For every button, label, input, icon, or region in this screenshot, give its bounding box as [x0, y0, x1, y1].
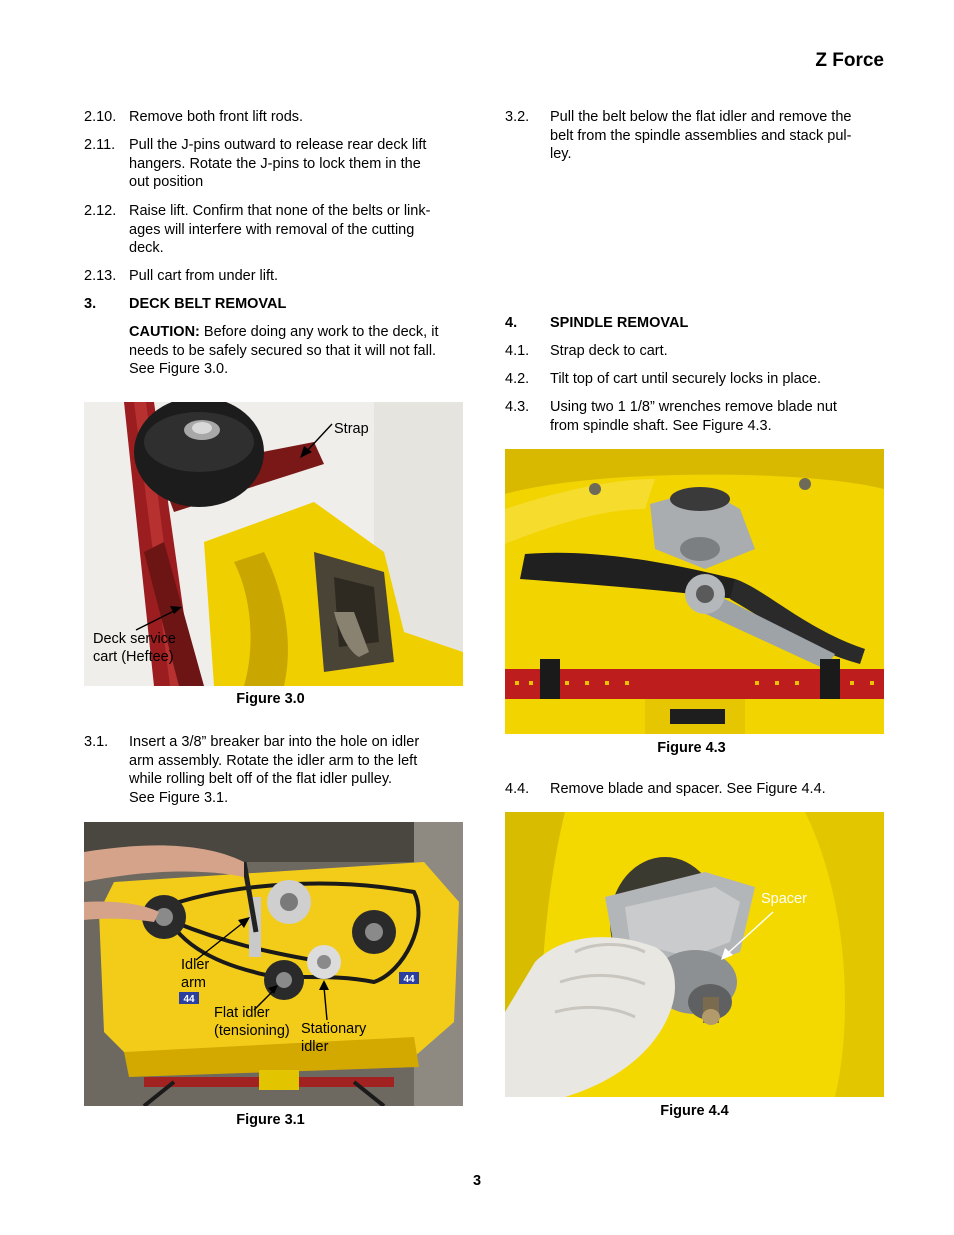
- figure-3-0-photo: [84, 402, 463, 686]
- figure-3-1-deck-badge-left: 44: [183, 994, 195, 1005]
- step-4-4: 4.4. Remove blade and spacer. See Figure 4.4.: [505, 781, 826, 797]
- figure-3-1-photo: [84, 822, 463, 1106]
- figure-3-0-label-strap: Strap: [334, 421, 369, 437]
- figure-4-4-label-spacer: Spacer: [761, 891, 807, 907]
- step-2-11: 2.11. Pull the J-pins outward to release rear deck lift hangers. Rotate the J-pins to lock them in the out position: [84, 137, 427, 190]
- figure-3-0-caption: Figure 3.0: [236, 691, 305, 707]
- step-3-2: 3.2. Pull the belt below the flat idler and remove the belt from the spindle assemblies and stack pul- ley.: [505, 109, 852, 162]
- figure-4-3-caption: Figure 4.3: [657, 740, 726, 756]
- figure-3-0-label-cart: Deck service cart (Heftee): [93, 631, 176, 665]
- figure-3-1-label-idler-arm: Idler arm: [181, 957, 210, 991]
- figure-3-1-caption: Figure 3.1: [236, 1112, 305, 1128]
- figure-3-1-label-stationary-idler: Stationary idler: [301, 1021, 367, 1055]
- section-3-heading: 3. DECK BELT REMOVAL: [84, 296, 287, 312]
- figure-4-4-photo: [505, 812, 884, 1097]
- section-4-heading: 4. SPINDLE REMOVAL: [505, 315, 689, 331]
- page-header-title: Z Force: [815, 50, 884, 71]
- step-2-12: 2.12. Raise lift. Confirm that none of the belts or link- ages will interfere with removal of the cutting deck.: [84, 203, 431, 256]
- figure-3-1-deck-badge-right: 44: [403, 974, 415, 985]
- step-2-13: 2.13. Pull cart from under lift.: [84, 268, 279, 284]
- caution-note: CAUTION: Before doing any work to the deck, it needs to be safely secured so that it will not fall. See Figure 3.0.: [129, 324, 439, 377]
- step-4-1: 4.1. Strap deck to cart.: [505, 343, 668, 359]
- figure-4-4-caption: Figure 4.4: [660, 1103, 729, 1119]
- figure-4-3-photo: [505, 449, 884, 734]
- step-4-3: 4.3. Using two 1 1/8” wrenches remove blade nut from spindle shaft. See Figure 4.3.: [505, 399, 837, 434]
- step-2-10: 2.10. Remove both front lift rods.: [84, 109, 304, 125]
- figure-3-1-label-flat-idler: Flat idler (tensioning): [214, 1005, 290, 1039]
- step-3-1: 3.1. Insert a 3/8” breaker bar into the hole on idler arm assembly. Rotate the idler arm to the left while rolling belt off of the flat idler pulley. See Figure 3.1.: [84, 734, 420, 806]
- page-number: 3: [472, 1173, 482, 1189]
- step-4-2: 4.2. Tilt top of cart until securely locks in place.: [505, 371, 822, 387]
